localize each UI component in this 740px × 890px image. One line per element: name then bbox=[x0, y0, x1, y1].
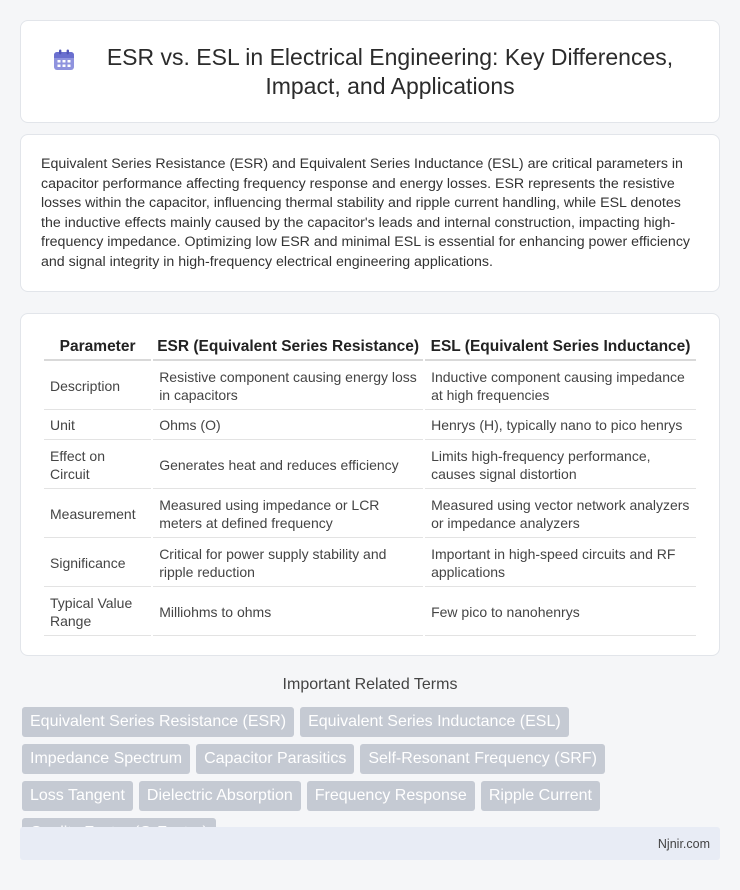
header-parameter: Parameter bbox=[44, 334, 151, 361]
related-term-tag[interactable]: Self-Resonant Frequency (SRF) bbox=[360, 744, 605, 774]
related-term-tag[interactable]: Equivalent Series Inductance (ESL) bbox=[300, 707, 569, 737]
related-term-tag[interactable]: Loss Tangent bbox=[22, 781, 133, 811]
page-title: ESR vs. ESL in Electrical Engineering: Key Differences, Impact, and Applications bbox=[106, 43, 674, 99]
related-term-tag[interactable]: Frequency Response bbox=[307, 781, 475, 811]
table-row bbox=[44, 489, 696, 538]
summary-card bbox=[20, 134, 720, 292]
related-terms-title: Important Related Terms bbox=[282, 676, 458, 693]
table-cell-esr: Ohms (O) bbox=[153, 410, 423, 440]
table-cell-esl: Inductive component causing impedance at high frequencies bbox=[425, 361, 696, 410]
table-row bbox=[44, 538, 696, 587]
table-cell-parameter: Typical Value Range bbox=[44, 587, 151, 636]
table-cell-esr: Critical for power supply stability and ripple reduction bbox=[153, 538, 423, 587]
title-wrap bbox=[21, 43, 719, 101]
table-cell-esl: Henrys (H), typically nano to pico henrys bbox=[425, 410, 696, 440]
table-cell-esl: Few pico to nanohenrys bbox=[425, 587, 696, 636]
related-term-tag[interactable]: Ripple Current bbox=[481, 781, 600, 811]
table-cell-esr: Generates heat and reduces efficiency bbox=[153, 440, 423, 489]
footer-site-link[interactable]: Njnir.com bbox=[657, 836, 710, 851]
title-card bbox=[20, 20, 720, 123]
footer bbox=[20, 827, 720, 860]
table-cell-parameter: Measurement bbox=[44, 489, 151, 538]
comparison-table bbox=[42, 334, 698, 636]
table-cell-parameter: Effect on Circuit bbox=[44, 440, 151, 489]
summary-text: Equivalent Series Resistance (ESR) and Equivalent Series Inductance (ESL) are critical parameters in capacitor performance affecting frequency response and energy losses. ESR represents the resistive losses within the capacitor, influencing thermal stability and ripple current handling, while ESL denotes the inductive effects mainly caused by the capacitor's leads and internal construction, impacting high-frequency impedance. Optimizing low ESR and minimal ESL is essential for enhancing power efficiency and signal integrity in high-frequency electrical engineering applications. bbox=[41, 156, 691, 270]
table-row bbox=[44, 440, 696, 489]
table-cell-esl: Measured using vector network analyzers or impedance analyzers bbox=[425, 489, 696, 538]
related-term-tag[interactable]: Equivalent Series Resistance (ESR) bbox=[22, 707, 294, 737]
table-cell-parameter: Description bbox=[44, 361, 151, 410]
table-cell-parameter: Unit bbox=[44, 410, 151, 440]
header-esl: ESL (Equivalent Series Inductance) bbox=[425, 334, 696, 361]
table-row bbox=[44, 361, 696, 410]
table-row bbox=[44, 410, 696, 440]
table-cell-esl: Important in high-speed circuits and RF applications bbox=[425, 538, 696, 587]
comparison-table-card bbox=[20, 313, 720, 656]
table-cell-esr: Measured using impedance or LCR meters at defined frequency bbox=[153, 489, 423, 538]
related-term-tag[interactable]: Impedance Spectrum bbox=[22, 744, 190, 774]
table-cell-parameter: Significance bbox=[44, 538, 151, 587]
table-cell-esr: Milliohms to ohms bbox=[153, 587, 423, 636]
header-esr: ESR (Equivalent Series Resistance) bbox=[153, 334, 423, 361]
calendar-icon bbox=[51, 47, 77, 73]
table-cell-esr: Resistive component causing energy loss in capacitors bbox=[153, 361, 423, 410]
related-term-tag[interactable]: Dielectric Absorption bbox=[139, 781, 301, 811]
table-row bbox=[44, 587, 696, 636]
related-term-tag[interactable]: Capacitor Parasitics bbox=[196, 744, 354, 774]
table-header-row bbox=[44, 334, 696, 361]
table-cell-esl: Limits high-frequency performance, causes signal distortion bbox=[425, 440, 696, 489]
